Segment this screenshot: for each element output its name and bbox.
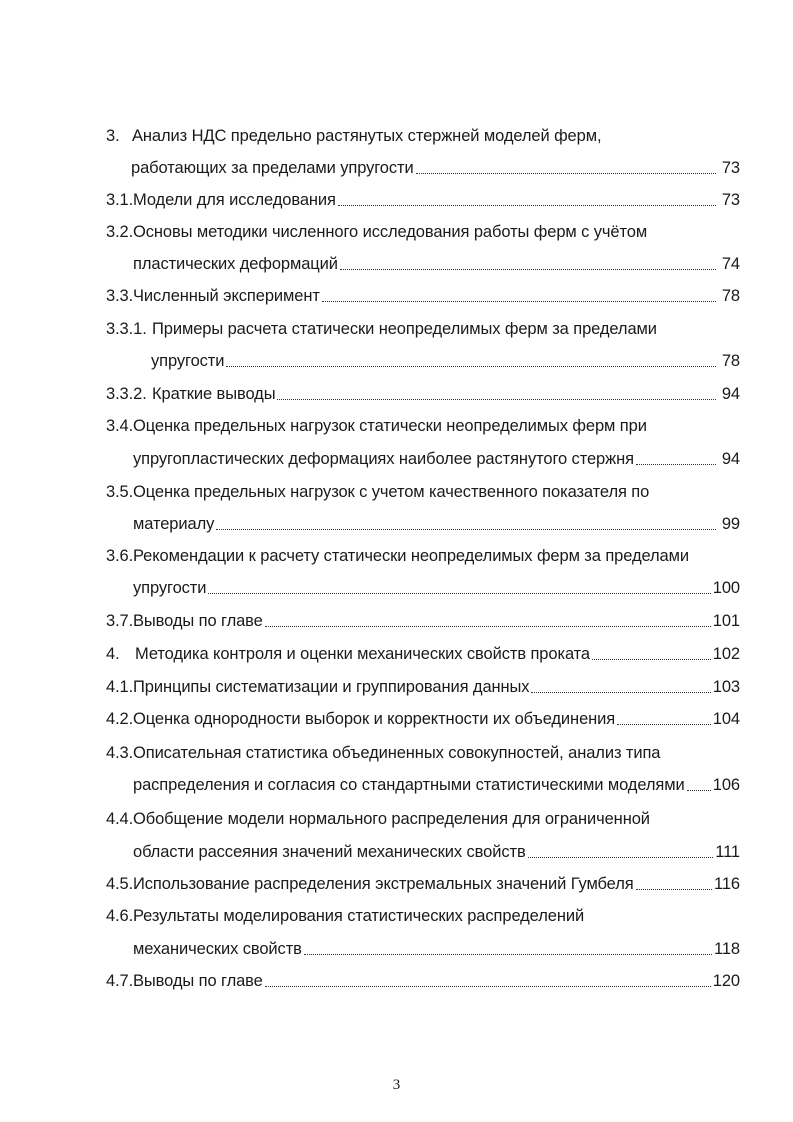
toc-entry-3-3-2 (0, 384, 740, 404)
toc-page-number: 116 (713, 875, 740, 893)
toc-leader-dots (687, 789, 711, 791)
toc-entry-title: Описательная статистика объединенных совокупностей, анализ типа (133, 744, 661, 762)
toc-page-number: 73 (721, 159, 740, 177)
toc-leader-dots (340, 268, 716, 270)
toc-entry-number: 3.4. (106, 417, 134, 435)
toc-page-number: 94 (721, 450, 740, 468)
toc-entry-4-4-line1 (0, 809, 740, 829)
toc-entry-number: 3. (106, 127, 120, 145)
toc-leader-dots (322, 300, 716, 302)
toc-entry-number: 4. (106, 645, 120, 663)
page-number: 3 (392, 1077, 401, 1093)
toc-entry-3-1 (0, 190, 740, 210)
toc-entry-number: 3.3. (106, 287, 134, 305)
toc-entry-number: 3.6. (106, 547, 134, 565)
toc-entry-4-6-line1 (0, 906, 740, 926)
toc-entry-number: 3.1. (106, 191, 134, 209)
toc-entry-3-2-line2 (0, 254, 740, 274)
toc-leader-dots (277, 398, 716, 400)
toc-entry-title: Анализ НДС предельно растянутых стержней моделей ферм, (132, 127, 602, 145)
toc-page-number: 100 (712, 579, 740, 597)
toc-entry-3-7 (0, 611, 740, 631)
toc-entry-4-3-line1 (0, 743, 740, 763)
toc-leader-dots (636, 463, 716, 465)
toc-entry-title: механических свойств (133, 940, 302, 958)
toc-entry-title: распределения и согласия со стандартными статистическими моделями (133, 776, 685, 794)
toc-entry-4-6-line2 (0, 939, 740, 959)
toc-page-number: 103 (712, 678, 740, 696)
toc-entry-title: Примеры расчета статически неопределимых ферм за пределами (152, 320, 657, 338)
toc-entry-title: Основы методики численного исследования работы ферм с учётом (133, 223, 648, 241)
toc-entry-3-4-line1 (0, 416, 740, 436)
toc-page-number: 104 (712, 710, 740, 728)
toc-entry-title: Выводы по главе (133, 972, 263, 990)
toc-entry-title: Оценка однородности выборок и корректности их объединения (133, 710, 616, 728)
toc-entry-3-line2 (0, 158, 740, 178)
toc-entry-number: 4.5. (106, 875, 134, 893)
toc-leader-dots (226, 365, 716, 367)
toc-entry-3-4-line2 (0, 449, 740, 469)
toc-entry-title: Обобщение модели нормального распределения для ограниченной (133, 810, 650, 828)
toc-entry-number: 4.7. (106, 972, 134, 990)
toc-entry-4-3-line2 (0, 775, 740, 795)
toc-entry-4-2 (0, 709, 740, 729)
toc-entry-title: области рассеяния значений механических свойств (133, 843, 526, 861)
toc-entry-title: работающих за пределами упругости (131, 159, 414, 177)
toc-entry-number: 3.7. (106, 612, 134, 630)
toc-entry-4-1 (0, 677, 740, 697)
toc-entry-title: Краткие выводы (152, 385, 276, 403)
toc-entry-title: материалу (133, 515, 215, 533)
toc-entry-title: Оценка предельных нагрузок с учетом качественного показателя по (133, 483, 650, 501)
toc-leader-dots (636, 888, 712, 890)
toc-entry-number: 3.5. (106, 483, 134, 501)
toc-entry-3-3 (0, 286, 740, 306)
toc-entry-title: Численный эксперимент (133, 287, 320, 305)
toc-entry-number: 3.3.1. (106, 320, 147, 338)
toc-entry-number: 4.1. (106, 678, 134, 696)
toc-entry-number: 4.3. (106, 744, 134, 762)
toc-page-number: 102 (712, 645, 740, 663)
toc-entry-4-5 (0, 874, 740, 894)
toc-page-number: 94 (721, 385, 740, 403)
toc-leader-dots (338, 204, 716, 206)
toc-leader-dots (265, 625, 711, 627)
toc-page-number: 73 (721, 191, 740, 209)
toc-leader-dots (216, 528, 716, 530)
toc-entry-title: Результаты моделирования статистических распределений (133, 907, 585, 925)
toc-page-number: 101 (712, 612, 740, 630)
toc-page-number: 106 (712, 776, 740, 794)
toc-entry-title: пластических деформаций (133, 255, 338, 273)
toc-entry-3-6-line2 (0, 578, 740, 598)
toc-entry-4-7 (0, 971, 740, 991)
toc-entry-number: 4.6. (106, 907, 134, 925)
toc-entry-3-3-1-line1 (0, 319, 740, 339)
toc-leader-dots (208, 592, 710, 594)
toc-entry-3-6-line1 (0, 546, 740, 566)
toc-leader-dots (528, 856, 714, 858)
toc-leader-dots (265, 985, 711, 987)
toc-entry-title: Принципы систематизации и группирования данных (133, 678, 530, 696)
toc-entry-title: Рекомендации к расчету статически неопределимых ферм за пределами (133, 547, 689, 565)
toc-entry-number: 4.4. (106, 810, 134, 828)
toc-entry-title: упругопластических деформациях наиболее растянутого стержня (133, 450, 634, 468)
toc-entry-number: 3.3.2. (106, 385, 147, 403)
toc-entry-title: упругости (133, 579, 207, 597)
toc-entry-number: 4.2. (106, 710, 134, 728)
toc-entry-4-4-line2 (0, 842, 740, 862)
toc-leader-dots (617, 723, 711, 725)
toc-entry-3-line1 (0, 126, 740, 146)
toc-leader-dots (531, 691, 710, 693)
toc-entry-4 (0, 644, 740, 664)
toc-leader-dots (416, 172, 716, 174)
toc-entry-title: Использование распределения экстремальных значений Гумбеля (133, 875, 634, 893)
toc-entry-3-3-1-line2 (0, 351, 740, 371)
toc-page-number: 74 (721, 255, 740, 273)
toc-page-number: 99 (721, 515, 740, 533)
toc-page-number: 120 (712, 972, 740, 990)
toc-leader-dots (304, 953, 712, 955)
toc-entry-title: Выводы по главе (133, 612, 263, 630)
toc-page-number: 78 (721, 352, 740, 370)
toc-entry-title: Оценка предельных нагрузок статически неопределимых ферм при (133, 417, 647, 435)
toc-entry-title: Методика контроля и оценки механических свойств проката (135, 645, 591, 663)
toc-entry-title: Модели для исследования (133, 191, 336, 209)
toc-entry-number: 3.2. (106, 223, 134, 241)
toc-page-number: 118 (713, 940, 740, 958)
toc-leader-dots (592, 658, 711, 660)
toc-entry-3-5-line1 (0, 482, 740, 502)
toc-page-number: 78 (721, 287, 740, 305)
toc-entry-3-5-line2 (0, 514, 740, 534)
toc-entry-3-2-line1 (0, 222, 740, 242)
toc-page-number: 111 (715, 843, 740, 861)
toc-entry-title: упругости (151, 352, 225, 370)
